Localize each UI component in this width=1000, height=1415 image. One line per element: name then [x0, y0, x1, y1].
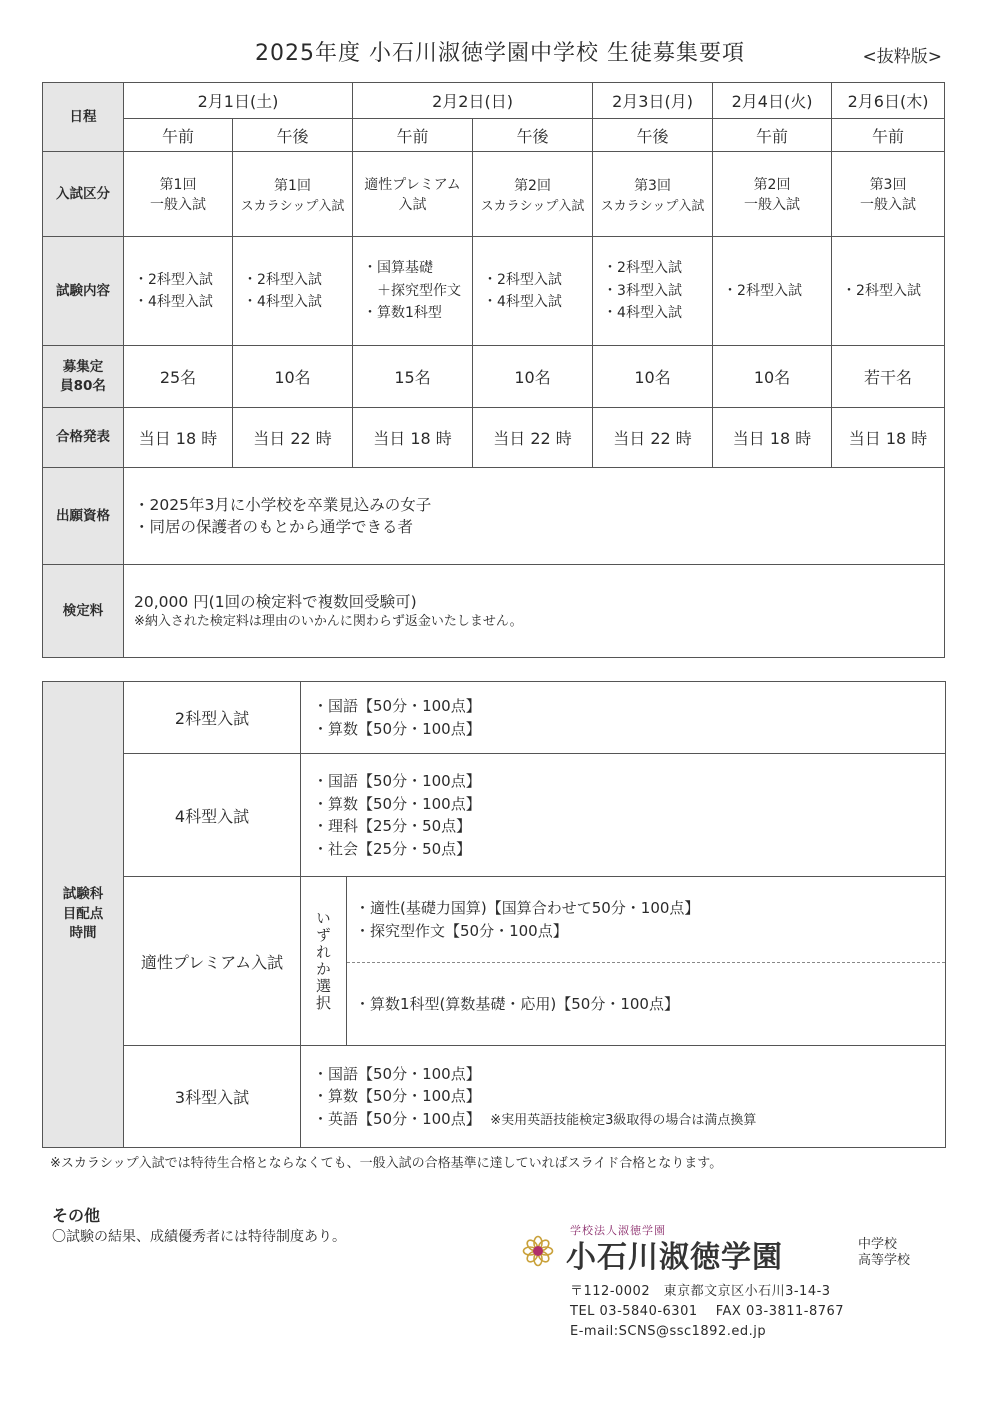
- school-levels: 中学校 高等学校: [858, 1237, 911, 1269]
- capacity-cell: 10名: [593, 346, 713, 408]
- address: 〒112-0002 東京都文京区小石川3-14-3: [570, 1284, 831, 1299]
- exam-content-cell: ・2科型入試 ・3科型入試 ・4科型入試: [593, 237, 713, 346]
- results-cell: 当日 18 時: [353, 408, 473, 468]
- exam-content-cell: ・2科型入試: [713, 237, 832, 346]
- row-label-results: 合格発表: [43, 408, 124, 468]
- exam-format-4: 4科型入試: [124, 754, 301, 877]
- session-time: 午前: [124, 119, 233, 152]
- session-time: 午前: [713, 119, 832, 152]
- results-cell: 当日 18 時: [713, 408, 832, 468]
- capacity-cell: 25名: [124, 346, 233, 408]
- date-feb3: 2月3日(月): [593, 83, 713, 119]
- row-label-eligibility: 出願資格: [43, 468, 124, 565]
- exam-content-cell: ・2科型入試: [832, 237, 945, 346]
- fee-cell: [124, 565, 945, 658]
- choice-label: いずれか選択: [301, 877, 347, 1046]
- other-heading: その他: [52, 1206, 101, 1225]
- premium-option-b: ・算数1科型(算数基礎・応用)【50分・100点】: [347, 963, 946, 1046]
- session-time: 午前: [832, 119, 945, 152]
- eligibility-cell: ・2025年3月に小学校を卒業見込みの女子 ・同居の保護者のもとから通学できる者: [124, 468, 945, 565]
- exam-format-2: 2科型入試: [124, 682, 301, 754]
- date-feb4: 2月4日(火): [713, 83, 832, 119]
- exam-type-cell: 適性プレミアム 入試: [353, 152, 473, 237]
- exam-content-cell: ・2科型入試 ・4科型入試: [124, 237, 233, 346]
- session-time: 午前: [353, 119, 473, 152]
- premium-option-a: ・適性(基礎力国算)【国算合わせて50分・100点】 ・探究型作文【50分・100点】: [347, 877, 946, 963]
- row-label-subjects: 試験科目配点時間: [43, 682, 124, 1148]
- capacity-cell: 10名: [233, 346, 353, 408]
- subjects-list: ・国語【50分・100点】 ・算数【50分・100点】 ・英語【50分・100点】 ※実用英語技能検定3級取得の場合は満点換算: [301, 1046, 946, 1148]
- row-label-schedule: 日程: [43, 83, 124, 152]
- exam-type-cell: 第3回 一般入試: [832, 152, 945, 237]
- subjects-list: ・国語【50分・100点】 ・算数【50分・100点】 ・理科【25分・50点】 ・社会【25分・50点】: [301, 754, 946, 877]
- row-label-capacity: 募集定員80名: [43, 346, 124, 408]
- phone-fax: TEL 03-5840-6301 FAX 03-3811-8767: [570, 1304, 845, 1320]
- exam-format-3: 3科型入試: [124, 1046, 301, 1148]
- capacity-cell: 15名: [353, 346, 473, 408]
- other-text: 〇試験の結果、成績優秀者には特待制度あり。: [52, 1229, 346, 1245]
- scholarship-footnote: ※スカラシップ入試では特待生合格とならなくても、一般入試の合格基準に達していればスライド合格となります。: [50, 1156, 723, 1171]
- session-time: 午後: [593, 119, 713, 152]
- capacity-cell: 10名: [473, 346, 593, 408]
- results-cell: 当日 18 時: [832, 408, 945, 468]
- row-label-exam-content: 試験内容: [43, 237, 124, 346]
- date-feb6: 2月6日(木): [832, 83, 945, 119]
- capacity-cell: 若干名: [832, 346, 945, 408]
- edition-label: <抜粋版>: [862, 47, 942, 67]
- exam-type-cell: 第2回 スカラシップ入試: [473, 152, 593, 237]
- row-label-fee: 検定料: [43, 565, 124, 658]
- exam-type-cell: 第1回 スカラシップ入試: [233, 152, 353, 237]
- english-note: ※実用英語技能検定3級取得の場合は満点換算: [490, 1112, 757, 1128]
- capacity-cell: 10名: [713, 346, 832, 408]
- subjects-list: ・国語【50分・100点】 ・算数【50分・100点】: [301, 682, 946, 754]
- exam-content-cell: ・国算基礎 ＋探究型作文 ・算数1科型: [353, 237, 473, 346]
- exam-type-cell: 第3回 スカラシップ入試: [593, 152, 713, 237]
- exam-content-cell: ・2科型入試 ・4科型入試: [233, 237, 353, 346]
- exam-type-cell: 第2回 一般入試: [713, 152, 832, 237]
- date-feb1: 2月1日(土): [124, 83, 353, 119]
- corporation-name: 学校法人淑徳学園: [570, 1224, 666, 1237]
- session-time: 午後: [233, 119, 353, 152]
- school-emblem-icon: [522, 1235, 554, 1267]
- results-cell: 当日 22 時: [233, 408, 353, 468]
- exam-content-cell: ・2科型入試 ・4科型入試: [473, 237, 593, 346]
- results-cell: 当日 18 時: [124, 408, 233, 468]
- fee-amount: 20,000 円(1回の検定料で複数回受験可): [134, 592, 417, 611]
- results-cell: 当日 22 時: [473, 408, 593, 468]
- schedule-table: [42, 82, 945, 658]
- subjects-table: [42, 681, 946, 1148]
- exam-type-cell: 第1回 一般入試: [124, 152, 233, 237]
- contact-block: [570, 1282, 844, 1342]
- results-cell: 当日 22 時: [593, 408, 713, 468]
- email: E-mail:SCNS@ssc1892.ed.jp: [570, 1324, 767, 1340]
- session-time: 午後: [473, 119, 593, 152]
- page-title: 2025年度 小石川淑徳学園中学校 生徒募集要項: [255, 41, 745, 66]
- fee-note: ※納入された検定料は理由のいかんに関わらず返金いたしません。: [134, 613, 523, 629]
- school-name-logo: 小石川淑徳学園: [566, 1240, 783, 1275]
- exam-format-premium: 適性プレミアム入試: [124, 877, 301, 1046]
- row-label-exam-type: 入試区分: [43, 152, 124, 237]
- date-feb2: 2月2日(日): [353, 83, 593, 119]
